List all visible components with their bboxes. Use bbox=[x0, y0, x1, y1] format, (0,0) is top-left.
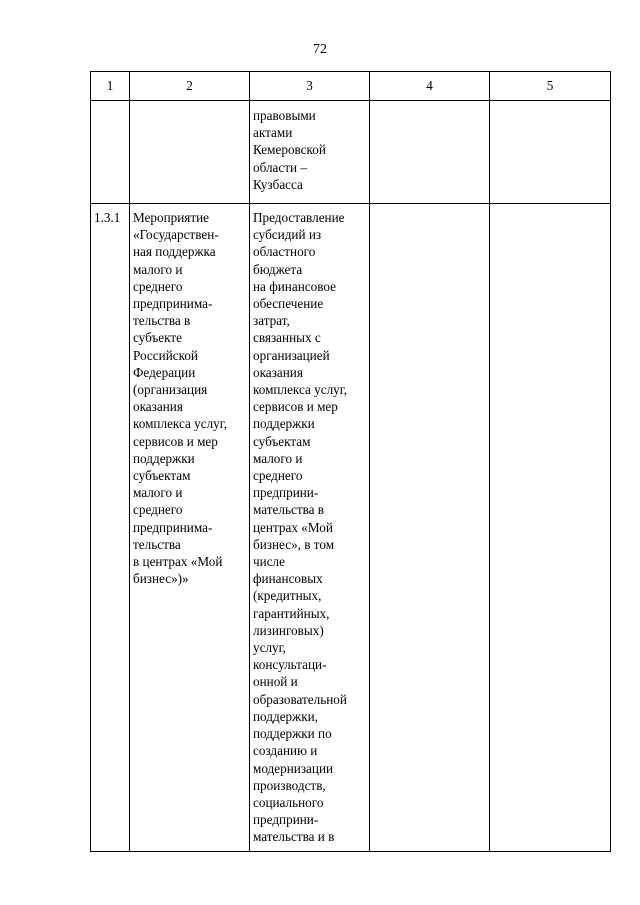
row-1-col-1 bbox=[91, 101, 130, 204]
table-row bbox=[91, 101, 611, 204]
page-number: 72 bbox=[313, 42, 327, 57]
row-1-col-4 bbox=[370, 101, 490, 204]
row-2-col-3: Предоставление субсидий из областного бюджета на финансовое обеспечение затрат, связанных с организацией оказания комплекса услуг, сервисов и мер поддержки субъектам малого и среднего предприни- мательства в центрах «Мой бизнес», в том числе финансовых (кредитных, гарантийных, лизинговых) услуг, консультаци- онной и образовательной поддержки, поддержки по созданию и модернизации производств, социального предприни- мательства и в bbox=[250, 204, 370, 852]
row-1-col-3: правовыми актами Кемеровской области – Кузбасса bbox=[250, 101, 370, 204]
row-2-col-1: 1.3.1 bbox=[91, 204, 130, 852]
row-2-col-4 bbox=[370, 204, 490, 852]
row-2-col-2: Мероприятие «Государствен- ная поддержка малого и среднего предпринима- тельства в субъекте Российской Федерации (организация оказания комплекса услуг, сервисов и мер поддержки субъектам малого и среднего предпринима- тельства в центрах «Мой бизнес»)» bbox=[130, 204, 250, 852]
header-col-1: 1 bbox=[91, 72, 130, 101]
header-col-4: 4 bbox=[370, 72, 490, 101]
row-1-col-5 bbox=[490, 101, 611, 204]
document-table bbox=[90, 71, 611, 852]
header-col-2: 2 bbox=[130, 72, 250, 101]
row-2-col-5 bbox=[490, 204, 611, 852]
header-col-5: 5 bbox=[490, 72, 611, 101]
table-header-row bbox=[91, 72, 611, 101]
row-1-col-2 bbox=[130, 101, 250, 204]
header-col-3: 3 bbox=[250, 72, 370, 101]
table-row bbox=[91, 204, 611, 852]
